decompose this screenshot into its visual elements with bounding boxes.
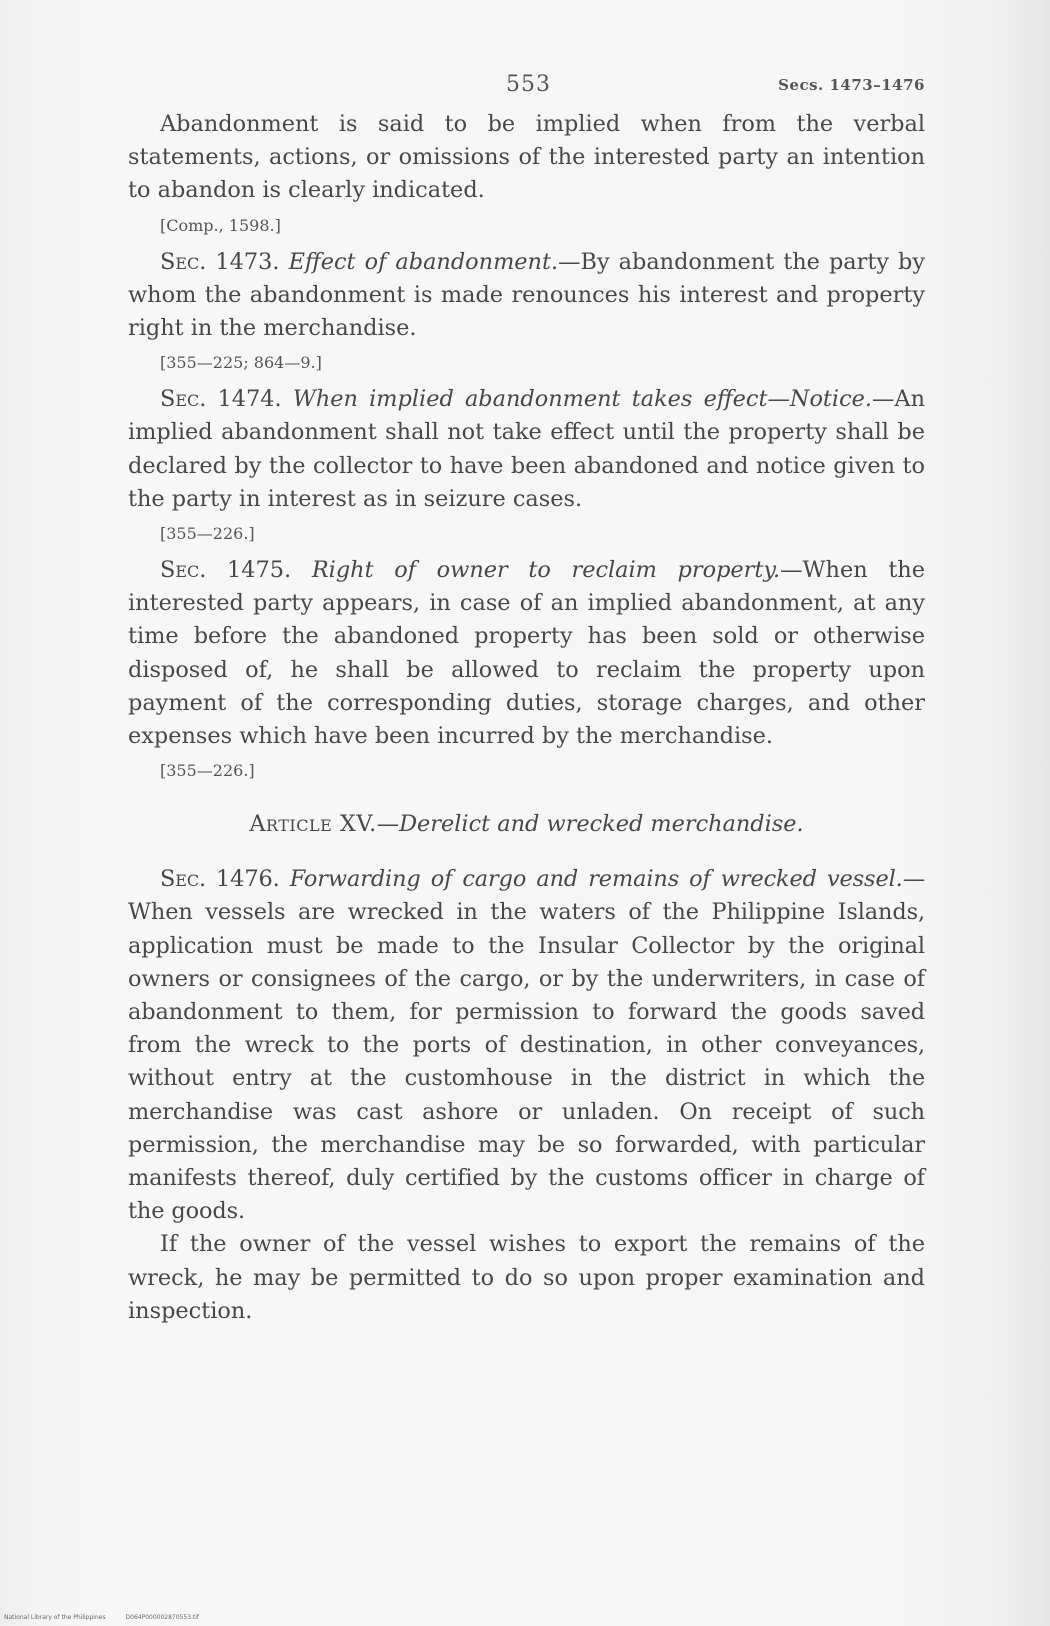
footer-code: D064P000002870553.tif xyxy=(125,1614,200,1621)
page-number: 553 xyxy=(506,72,551,97)
section-title: Forwarding of cargo and remains of wrecked vessel. xyxy=(289,866,903,893)
section-label: Sec. 1473. xyxy=(160,248,280,275)
section-1473 xyxy=(128,246,925,346)
section-1474 xyxy=(128,383,925,516)
section-1473-citation: [355—225; 864—9.] xyxy=(160,353,322,373)
section-body: —By abandonment the party by whom the abandonment is made renounces his interest and property right in the merchandise. xyxy=(128,248,926,342)
running-head: Secs. 1473–1476 xyxy=(778,76,925,94)
article-heading xyxy=(128,807,925,841)
document-page xyxy=(128,72,925,1328)
article-title: —Derelict and wrecked merchandise. xyxy=(376,811,804,838)
section-1475 xyxy=(128,554,925,753)
section-1476-second-paragraph: If the owner of the vessel wishes to export the remains of the wreck, he may be permitted to do so upon proper examination and inspection. xyxy=(128,1231,925,1324)
section-title: When implied abandonment takes effect—Notice. xyxy=(292,386,873,413)
section-label: Sec. 1476. xyxy=(160,866,280,893)
section-1474-citation: [355—226.] xyxy=(160,524,255,544)
intro-citation: [Comp., 1598.] xyxy=(160,215,281,235)
section-body: —When the interested party appears, in case of an implied abandonment, at any time before the abandoned property has been sold or otherwise disposed of, he shall be allowed to reclaim the property upon payment of the corresponding duties, storage charges, and other expenses which have been incurred by the merchandise. xyxy=(128,557,925,750)
section-title: Effect of abandonment. xyxy=(288,248,559,275)
section-label: Sec. 1475. xyxy=(160,557,292,584)
article-label: Article XV. xyxy=(249,811,377,838)
intro-paragraph: Abandonment is said to be implied when from the verbal statements, actions, or omissions of the interested party an intention to abandon is clearly indicated. xyxy=(128,111,925,204)
section-title: Right of owner to reclaim property. xyxy=(311,557,781,584)
section-1476 xyxy=(128,863,925,1228)
section-1475-citation: [355—226.] xyxy=(160,761,255,781)
footer-library: National Library of the Philippines xyxy=(4,1614,106,1621)
section-label: Sec. 1474. xyxy=(160,386,282,413)
section-body: —When vessels are wrecked in the waters of the Philippine Islands, application must be made to the Insular Collector by the original owners or consignees of the cargo, or by the underwriters, in case of abandonment to them, for permission to forward the goods saved from the wreck to the ports of destination, in other conveyances, without entry at the customhouse in the district in which the merchandise was cast ashore or unladen. On receipt of such permission, the merchandise may be so forwarded, with particular manifests thereof, duly certified by the customs officer in charge of the goods. xyxy=(128,866,925,1225)
scan-footer xyxy=(4,1614,217,1621)
section-body: —An implied abandonment shall not take effect until the property shall be declared by the collector to have been abandoned and notice given to the party in interest as in seizure cases. xyxy=(128,386,925,512)
page-header xyxy=(128,72,925,108)
